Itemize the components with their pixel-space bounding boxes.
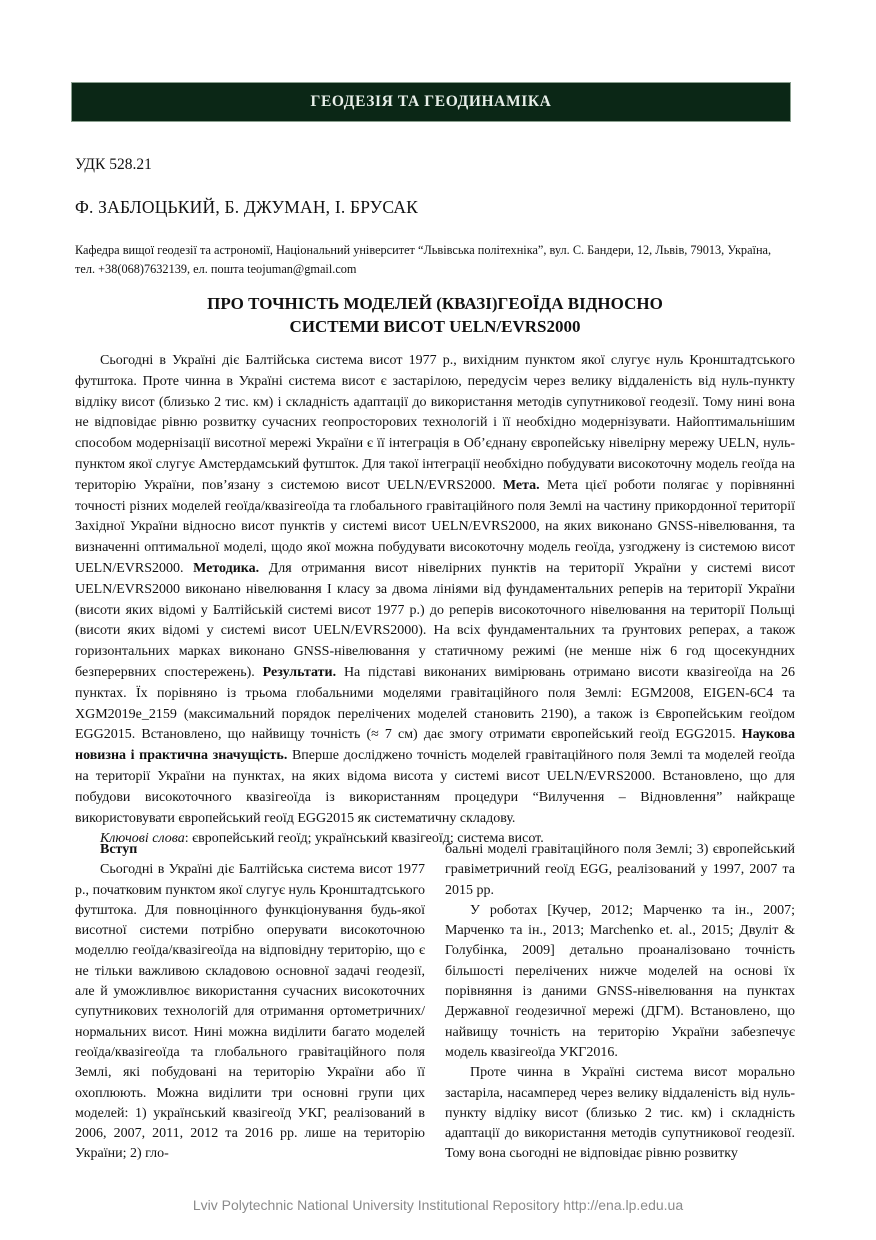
intro-paragraph-3: Проте чинна в Україні система висот морально застаріла, насамперед через велику віддаленість від нуль-пункту відліку висот (близько 2 тис. км) і складність адаптації до використання методів супутникової геодезії. Тому вона сьогодні не відповідає рівню розвитку: [445, 1065, 795, 1162]
goal-label: Мета.: [502, 477, 540, 493]
affiliation: [75, 241, 800, 279]
section-title: ГЕОДЕЗІЯ ТА ГЕОДИНАМІКА: [310, 93, 552, 110]
affiliation-line-1: Кафедра вищої геодезії та астрономії, Національний університет “Львівська політехніка”, вул. С. Бандери, 12, Львів, 79013, Україна,: [75, 243, 772, 257]
title-line-1: ПРО ТОЧНІСТЬ МОДЕЛЕЙ (КВАЗІ)ГЕОЇДА ВІДНОСНО: [207, 294, 663, 313]
repository-footer: Lviv Polytechnic National University Institutional Repository http://ena.lp.edu.ua: [192, 1197, 684, 1213]
intro-paragraph-2: У роботах [Кучер, 2012; Марченко та ін., 2007; Марченко та ін., 2013; Marchenko et. al., 2015; Двуліт & Голубінка, 2009] детально проаналізовано точність більшості перелічених нижче моделей на основі їх порівняння із даними GNSS-нівелювання на пунктах Державної геодезичної мережі (ДГМ). Встановлено, що найвищу точність на територію України забезпечує модель квазігеоїда УКГ2016.: [445, 902, 795, 1060]
keywords-text: : європейський геоїд; український квазігеоїд; система висот.: [184, 831, 544, 847]
abstract-intro: Сьогодні в Україні діє Балтійська система висот 1977 р., вихідним пунктом якої слугує нуль Кронштадтського футштока. Проте чинна в Україні система висот є застарілою, передусім через велику віддаленість від нуль-пункту відліку висот (близько 2 тис. км) і складність адаптації до використання методів супутникової геодезії. Тому нині вона не відповідає рівню розвитку сучасних геопросторових технологій і її необхідно модернізувати. Найоптимальнішим способом модернізації висотної мережі України є її інтеграція в Об’єднану європейську нівелірну мережу UELN, нуль-пунктом якої слугує Амстердамський футшток. Для такої інтеграції необхідно побудувати високоточну модель геоїда на територію України, пов’язану з системою висот UELN/EVRS2000.: [75, 353, 795, 493]
left-column: [75, 840, 425, 1165]
intro-paragraph-1-cont: бальні моделі гравітаційного поля Землі; 3) європейський гравіметричний геоїд EGG, реалізований у 1997, 2007 та 2015 рр.: [445, 842, 795, 898]
authors: Ф. ЗАБЛОЦЬКИЙ, Б. ДЖУМАН, І. БРУСАК: [75, 197, 419, 217]
intro-paragraph-1: Сьогодні в Україні діє Балтійська система висот 1977 р., початковим пунктом якої слугує нуль Кронштадтського футштока. Для повноцінного функціонування будь-якої висотної системи потрібно оперувати високоточною моделлю геоїда/квазігеоїда на відповідну територію, що є не тільки важливою складовою основної задачі геодезії, але й уможливлює використання сучасних високоточних супутникових технологій для отримання ортометричних/нормальних висот. Нині можна виділити багато моделей геоїда/квазігеоїда та глобального гравітаційного поля Землі, які побудовані на територію України або її охоплюють. Можна виділити три основні групи цих моделей: 1) український квазігеоїд УКГ, реалізований в 2006, 2007, 2011, 2012 та 2016 рр. лише на територію України; 2) гло-: [75, 862, 425, 1162]
section-heading-intro: Вступ: [100, 842, 138, 857]
results-text: На підставі виконаних вимірювань отримано висоти квазігеоїда на 26 пунктах. Їх порівняно із трьома глобальними моделями гравітаційного поля Землі: EGM2008, EIGEN-6C4 та XGM2019e_2159 (максимальний порядок перелічених моделей становить 2190), а також із Європейським геоїдом EGG2015. Встановлено, що найвищу точність (≈ 7 см) дає змогу отримати європейський геоїд EGG2015.: [75, 664, 795, 743]
udk-code: УДК 528.21: [75, 156, 152, 173]
goal-text: Мета цієї роботи полягає у порівнянні точності різних моделей геоїда/квазігеоїда та глобального гравітаційного поля Землі на частину прикордонної території Західної України відносно висот пунктів у системі висот UELN/EVRS2000, на яких виконано GNSS-нівелювання, та визначенні оптимальної моделі, щодо якої можна побудувати високоточну модель геоїда, узгоджену із системою висот UELN/EVRS2000.: [75, 477, 796, 576]
title-line-2: СИСТЕМИ ВИСОТ UELN/EVRS2000: [289, 317, 581, 336]
paper-title: [75, 292, 795, 338]
novelty-text: Вперше досліджено точність моделей гравітаційного поля Землі та моделей геоїда на території України на пунктах, на яких відома висота у системі висот UELN/EVRS2000. Встановлено, що для побудови високоточного квазігеоїда із використанням процедури “Вилучення – Відновлення” найкраще використовувати європейський геоїд EGG2015 як систематичну складову.: [75, 748, 795, 826]
section-header-bar: [71, 82, 791, 122]
keywords-label: Ключові слова: [100, 831, 185, 847]
right-column: [445, 840, 795, 1165]
novelty-label: Наукова новизна і практична значущість.: [75, 727, 795, 764]
affiliation-line-2: тел. +38(068)7632139, ел. пошта teojuman@gmail.com: [75, 262, 357, 276]
abstract: [75, 351, 795, 850]
results-label: Результати.: [262, 664, 337, 680]
abstract-paragraph: [75, 351, 795, 829]
method-label: Методика.: [193, 560, 260, 576]
method-text: Для отримання висот нівелірних пунктів на території України у системі висот UELN/EVRS2000 виконано нівелювання І класу за двома лініями від фундаментальних реперів на території України (висоти яких відомі у Балтійській системі висот 1977 р.) до реперів високоточного нівелювання на території Польщі (висоти яких відомі у системі висот UELN/EVRS2000). На всіх фундаментальних та ґрунтових реперах, а також горизонтальних марках виконано GNSS-нівелювання у статичному режимі (не менше ніж 6 год щосекундних безперервних спостережень).: [75, 560, 796, 680]
